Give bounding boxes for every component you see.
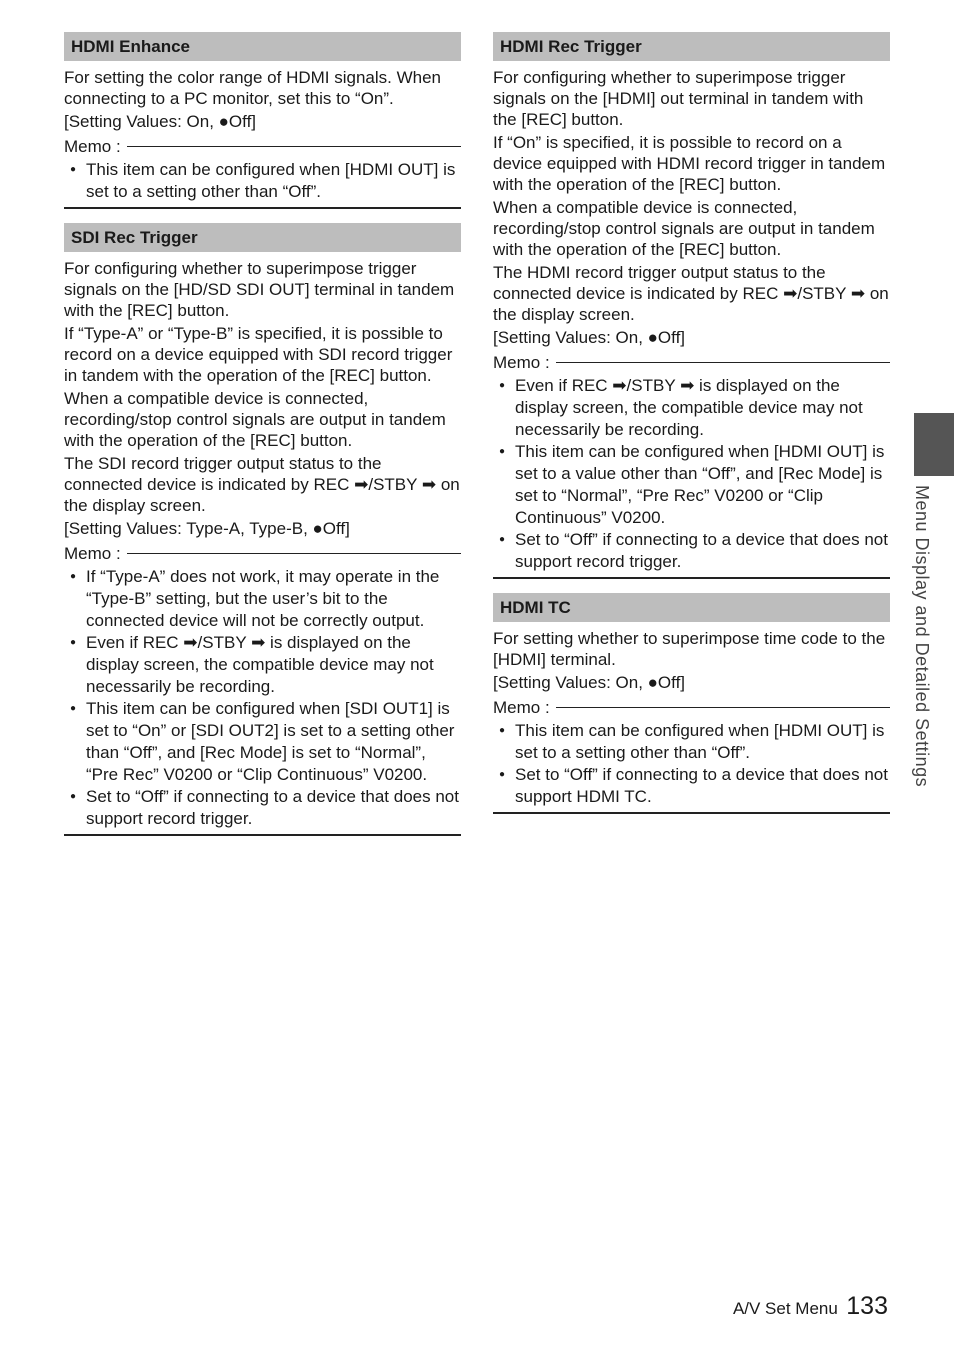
memo-list: [493, 375, 890, 573]
setting-values: [Setting Values: On, ●Off]: [493, 328, 686, 347]
section-paragraph: The HDMI record trigger output status to the connected device is indicated by REC ➡/STBY ➡ on the display screen.: [493, 263, 889, 324]
section-hdmi-rec-trigger: [493, 32, 890, 579]
page-footer: [733, 1292, 888, 1321]
memo-list: [64, 159, 461, 203]
memo-list: [493, 720, 890, 808]
section-paragraph: If “Type-A” or “Type-B” is specified, it is possible to record on a device equipped with SDI record trigger in tandem with the operation of the [REC] button.: [64, 324, 453, 385]
page-number: 133: [846, 1292, 888, 1320]
section-paragraph: When a compatible device is connected, recording/stop control signals are output in tandem with the operation of the [REC] button.: [493, 198, 875, 259]
memo-item: ● Set to “Off” if connecting to a device that does not support record trigger.: [64, 786, 461, 830]
section-hdmi-tc: [493, 593, 890, 814]
memo-label: Memo :: [493, 698, 550, 717]
section-paragraph: When a compatible device is connected, recording/stop control signals are output in tandem with the operation of the [REC] button.: [64, 389, 446, 450]
section-paragraph: The SDI record trigger output status to the connected device is indicated by REC ➡/STBY ➡ on the display screen.: [64, 454, 460, 515]
memo-list: [64, 566, 461, 830]
section-sdi-rec-trigger: [64, 223, 461, 836]
memo-label: Memo :: [493, 353, 550, 372]
section-heading: HDMI TC: [493, 593, 890, 622]
left-column: [64, 32, 461, 850]
memo-heading: [493, 352, 890, 373]
section-end-rule: [64, 207, 461, 209]
chapter-side-label: Menu Display and Detailed Settings: [912, 485, 932, 788]
section-paragraph: For configuring whether to superimpose trigger signals on the [HDMI] out terminal in tandem with the [REC] button.: [493, 68, 864, 129]
setting-values: [Setting Values: On, ●Off]: [493, 673, 686, 692]
memo-item: ● This item can be configured when [HDMI OUT] is set to a setting other than “Off”.: [493, 720, 890, 764]
section-heading: HDMI Rec Trigger: [493, 32, 890, 61]
memo-label: Memo :: [64, 137, 121, 156]
setting-values: [Setting Values: Type-A, Type-B, ●Off]: [64, 519, 350, 538]
section-end-rule: [493, 577, 890, 579]
section-heading: HDMI Enhance: [64, 32, 461, 61]
setting-values: [Setting Values: On, ●Off]: [64, 112, 257, 131]
section-paragraph: For setting whether to superimpose time code to the [HDMI] terminal.: [493, 629, 886, 669]
memo-rule: [127, 553, 461, 554]
memo-item: ● Even if REC ➡/STBY ➡ is displayed on the display screen, the compatible device may not necessarily be recording.: [493, 375, 890, 441]
memo-rule: [127, 146, 461, 147]
memo-item: ● This item can be configured when [HDMI OUT] is set to a setting other than “Off”.: [64, 159, 461, 203]
section-end-rule: [64, 834, 461, 836]
section-end-rule: [493, 812, 890, 814]
memo-rule: [556, 362, 890, 363]
memo-item: ● If “Type-A” does not work, it may operate in the “Type-B” setting, but the user’s bit to the connected device will not be correctly output.: [64, 566, 461, 632]
memo-heading: [64, 136, 461, 157]
memo-label: Memo :: [64, 544, 121, 563]
memo-item: ● Even if REC ➡/STBY ➡ is displayed on the display screen, the compatible device may not necessarily be recording.: [64, 632, 461, 698]
right-column: [493, 32, 890, 828]
section-hdmi-enhance: [64, 32, 461, 209]
memo-rule: [556, 707, 890, 708]
chapter-tab-marker: [914, 413, 954, 476]
memo-item: ● Set to “Off” if connecting to a device that does not support record trigger.: [493, 529, 890, 573]
section-paragraph: For setting the color range of HDMI signals. When connecting to a PC monitor, set this to “On”.: [64, 68, 441, 108]
memo-item: ● This item can be configured when [SDI OUT1] is set to “On” or [SDI OUT2] is set to a setting other than “Off”, and [Rec Mode] is set to “Normal”, “Pre Rec” V0200 or “Clip Continuous” V0200.: [64, 698, 461, 786]
footer-section-label: A/V Set Menu: [732, 1299, 838, 1318]
section-paragraph: For configuring whether to superimpose trigger signals on the [HD/SD SDI OUT] terminal in tandem with the [REC] button.: [64, 259, 455, 320]
memo-item: ● Set to “Off” if connecting to a device that does not support HDMI TC.: [493, 764, 890, 808]
memo-heading: [64, 543, 461, 564]
section-paragraph: If “On” is specified, it is possible to record on a device equipped with HDMI record trigger in tandem with the operation of the [REC] button.: [493, 133, 886, 194]
memo-heading: [493, 697, 890, 718]
memo-item: ● This item can be configured when [HDMI OUT] is set to a value other than “Off”, and [Rec Mode] is set to “Normal”, “Pre Rec” V0200 or “Clip Continuous” V0200.: [493, 441, 890, 529]
section-heading: SDI Rec Trigger: [64, 223, 461, 252]
